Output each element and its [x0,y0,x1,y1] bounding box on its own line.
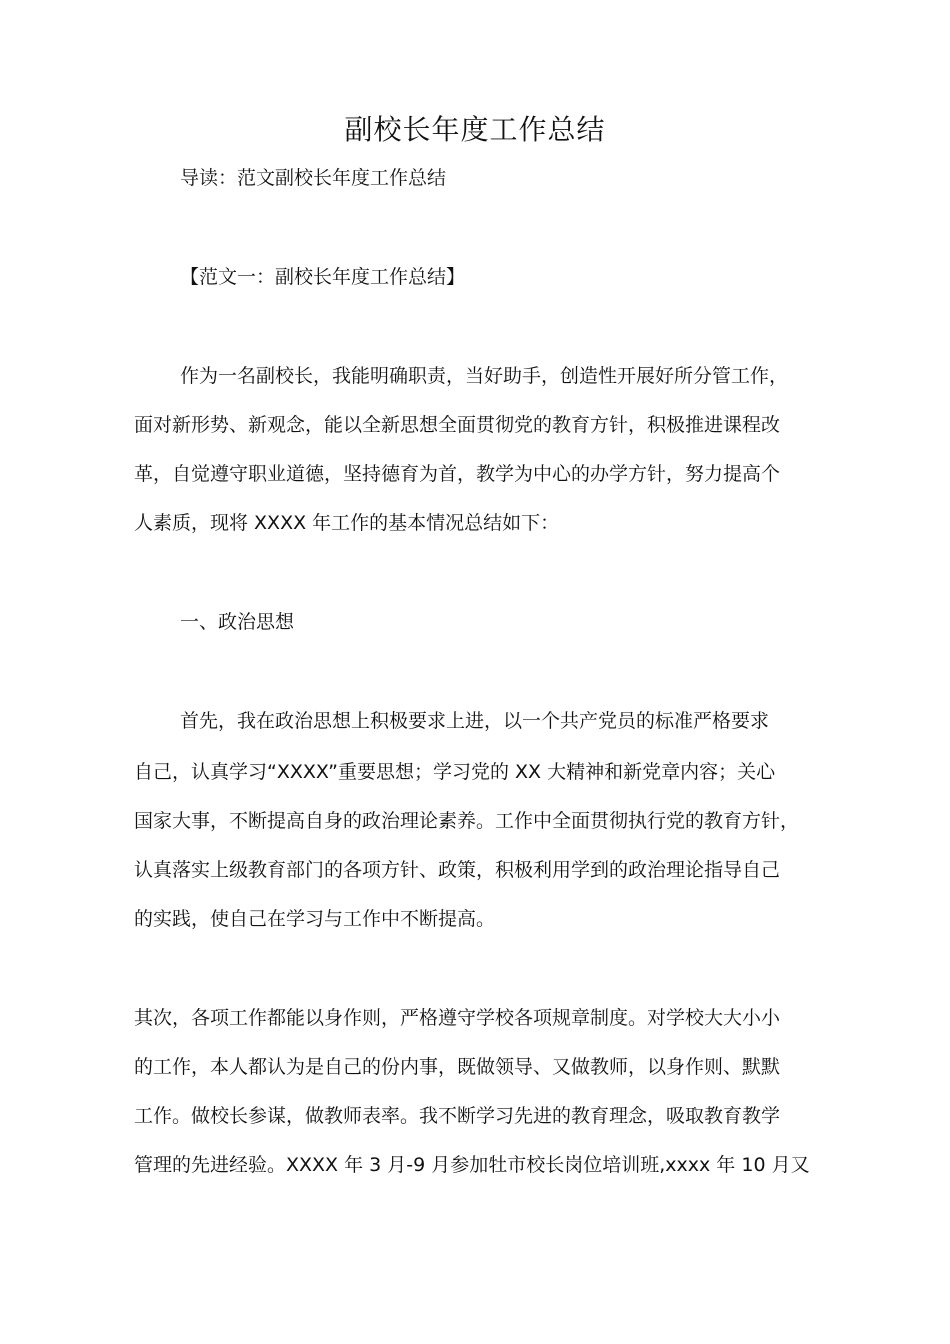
paragraph-line: 认真落实上级教育部门的各项方针、政策，积极利用学到的政治理论指导自己 [134,859,781,881]
document-title: 副校长年度工作总结 [344,113,606,146]
paragraph-line: 工作。做校长参谋，做教师表率。我不断学习先进的教育理念，吸取教育教学 [134,1105,781,1127]
section-heading: 【范文一：副校长年度工作总结】 [180,266,466,288]
paragraph-line: 的工作，本人都认为是自己的份内事，既做领导、又做教师，以身作则、默默 [134,1056,781,1078]
paragraph-line: 其次，各项工作都能以身作则，严格遵守学校各项规章制度。对学校大大小小 [134,1007,781,1029]
intro-text: 导读：范文副校长年度工作总结 [180,167,447,189]
paragraph-line: 国家大事，不断提高自身的政治理论素养。工作中全面贯彻执行党的教育方针， [134,810,800,832]
paragraph-line: 面对新形势、新观念，能以全新思想全面贯彻党的教育方针，积极推进课程改 [134,414,781,436]
paragraph-line: 的实践，使自己在学习与工作中不断提高。 [134,908,496,930]
subheading-political: 一、政治思想 [180,611,295,633]
paragraph-line: 自己，认真学习“XXXX”重要思想；学习党的 XX 大精神和新党章内容；关心 [134,761,776,783]
paragraph-line: 管理的先进经验。XXXX 年 3 月-9 月参加牡市校长岗位培训班,xxxx 年 10 月又 [134,1154,810,1176]
paragraph-line: 人素质，现将 XXXX 年工作的基本情况总结如下： [134,512,560,534]
paragraph-line: 革，自觉遵守职业道德，坚持德育为首，教学为中心的办学方针，努力提高个 [134,463,781,485]
paragraph-line: 作为一名副校长，我能明确职责，当好助手，创造性开展好所分管工作， [180,365,789,387]
paragraph-line: 首先，我在政治思想上积极要求上进，以一个共产党员的标准严格要求 [180,710,770,732]
